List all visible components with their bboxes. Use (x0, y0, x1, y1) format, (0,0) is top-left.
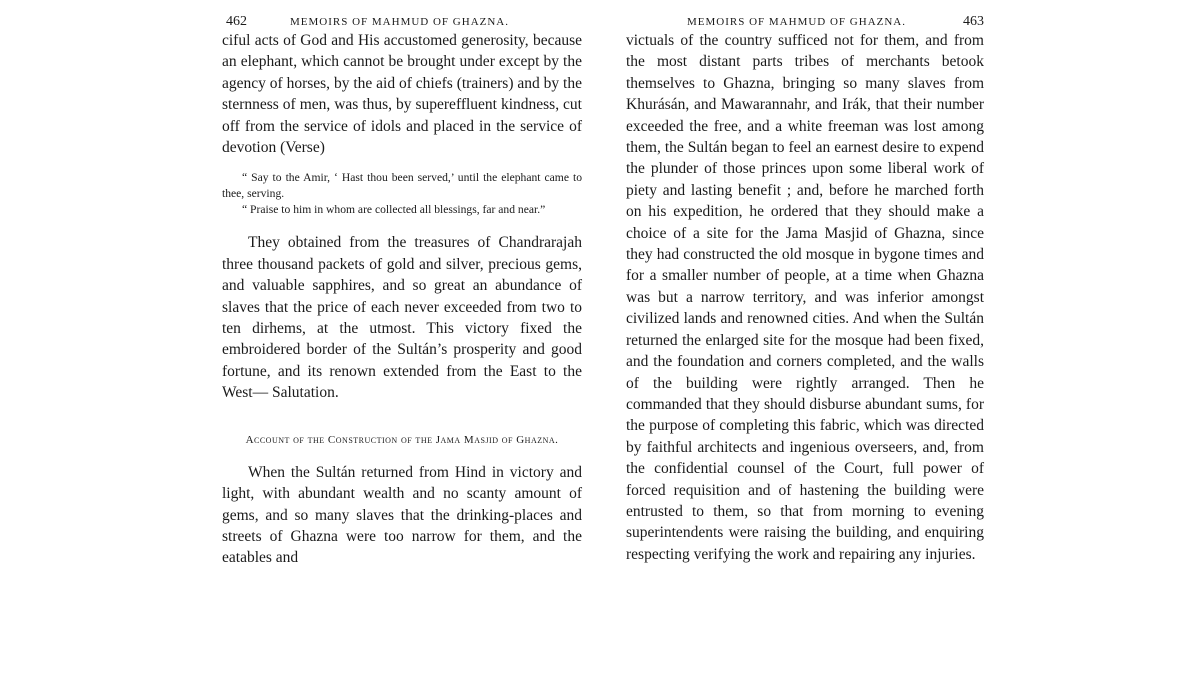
right-paragraph-1: victuals of the country sufficed not for them, and from the most distant parts tribes of merchants betook themselves to Ghazna, bringing so many slaves from Khurásán, and Mawarannahr, and Irák, that their number exceeded the free, and a white freeman was lost among them, the Sultán began to feel an earnest desire to expend the plunder of those princes upon some liberal work of piety and lasting benefit ; and, before he marched forth on his expedition, he ordered that they should make a choice of a site for the Jama Masjid of Ghazna, since they had constructed the old mosque in bygone times and for a smaller number of people, at a time when Ghazna was but a narrow territory, and was inferior amongst civilized lands and renowned cities. And when the Sultán returned the enlarged site for the mosque had been fixed, and the foundation and corners completed, and the walls of the building were rightly arranged. Then he commanded that they should disburse abundant sums, for the purpose of completing this fabric, which was directed by faithful architects and ingenious overseers, and, from the confidential counsel of the Court, full power of forced requisition and of hastening the building were entrusted to them, so that from morning to evening superintendents were raising the building, and enquiring respecting verifying the work and repairing any injuries. (626, 32, 984, 563)
verse-line-1: “ Say to the Amir, ‘ Hast thou been served,’ until the elephant came to thee, serving. (222, 171, 582, 201)
right-running-header (626, 0, 984, 30)
left-running-title: MEMOIRS OF MAHMUD OF GHAZNA. (290, 16, 509, 28)
right-page (626, 0, 984, 675)
left-paragraph-1: ciful acts of God and His accustomed generosity, because an elephant, which cannot be brought under except by the agency of horses, by the aid of chiefs (trainers) and by the sternness of men, was thus, by supereffluent kindness, cut off from the service of idols and placed in the service of devotion (Verse) (222, 32, 582, 157)
right-running-title: MEMOIRS OF MAHMUD OF GHAZNA. (687, 16, 906, 28)
left-page-number: 462 (226, 14, 247, 29)
right-page-number: 463 (963, 14, 984, 29)
left-running-header (222, 0, 582, 30)
left-paragraph-3: When the Sultán returned from Hind in victory and light, with abundant wealth and no scanty amount of gems, and so many slaves that the drinking-places and streets of Ghazna were too narrow for them, and the eatables and (222, 463, 582, 567)
verse-block (222, 170, 582, 218)
verse-line-2: “ Praise to him in whom are collected all blessings, far and near.” (242, 203, 546, 217)
left-paragraph-2: They obtained from the treasures of Chandrarajah three thousand packets of gold and silver, precious gems, and valuable sapphires, and so great an abundance of slaves that the price of each never exceeded from two to ten dirhems, at the utmost. This victory fixed the embroidered border of the Sultán’s prosperity and good fortune, and its renown extended from the East to the West— Salutation. (222, 234, 582, 402)
section-heading: Account of the Construction of the Jama Masjid of Ghazna. (245, 433, 559, 446)
left-page (222, 0, 582, 675)
